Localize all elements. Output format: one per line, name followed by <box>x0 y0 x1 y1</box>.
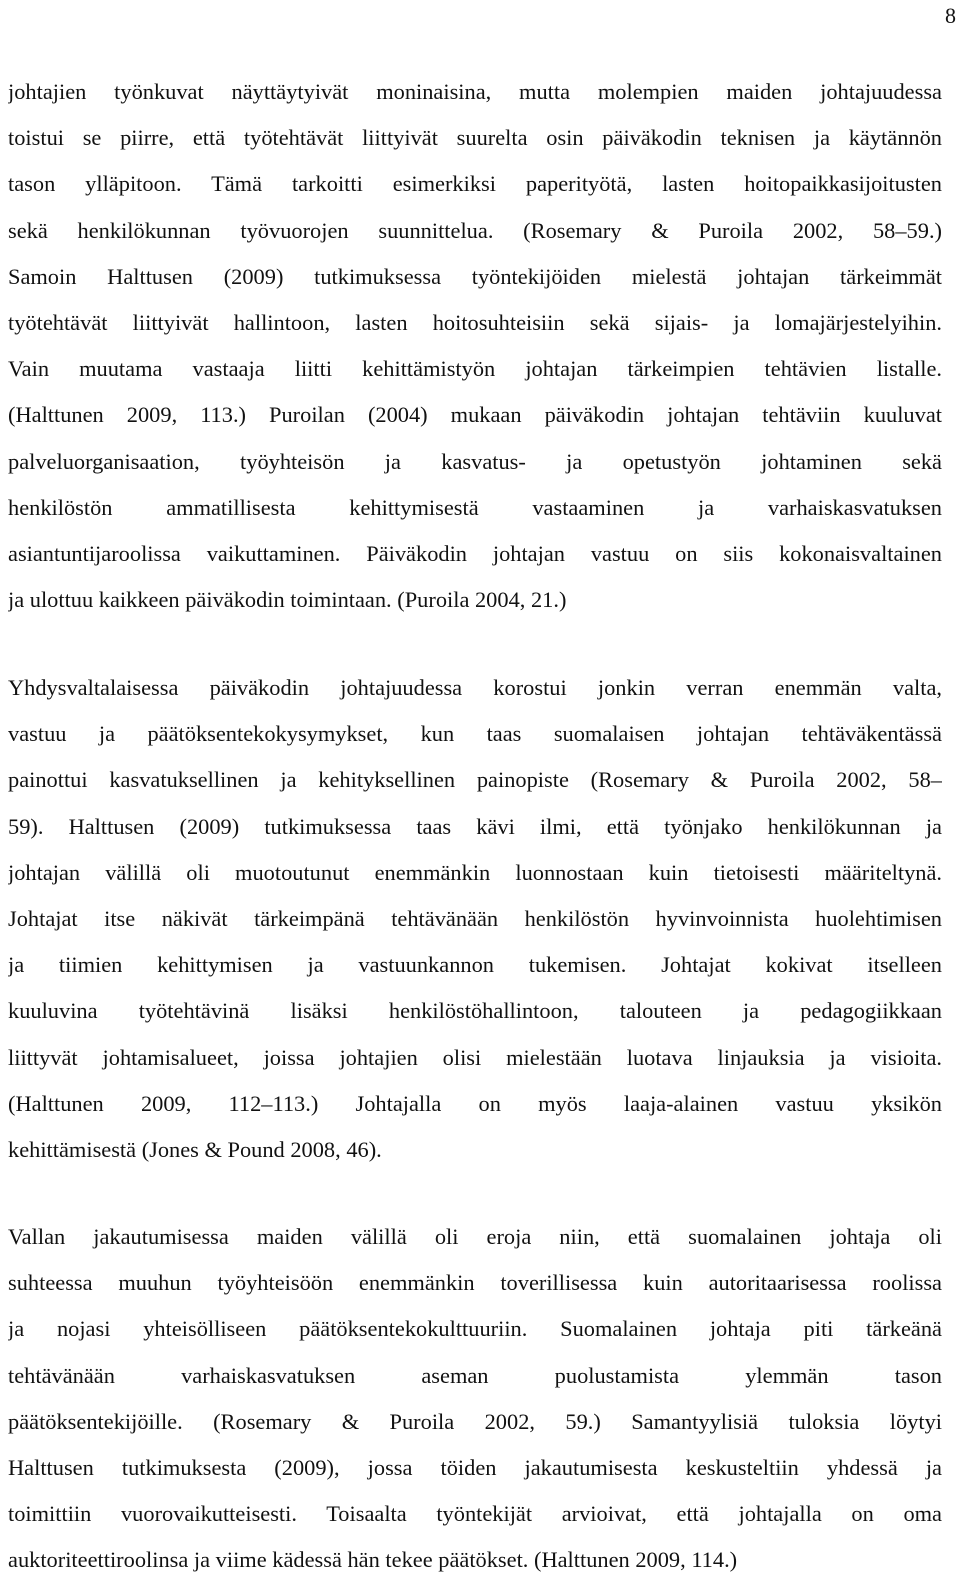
text-line: Yhdysvaltalaisessa päiväkodin johtajuudessa korostui jonkin verran enemmän valta, <box>8 675 942 700</box>
text-line: Vallan jakautumisessa maiden välillä oli eroja niin, että suomalainen johtaja oli <box>8 1224 942 1249</box>
text-line: 59). Halttusen (2009) tutkimuksessa taas kävi ilmi, että työnjako henkilökunnan ja <box>8 813 942 839</box>
text-line: ja ulottuu kaikkeen päiväkodin toimintaan. (Puroila 2004, 21.) <box>8 587 567 613</box>
text-line: toistui se piirre, että työtehtävät liittyivät suurelta osin päiväkodin teknisen ja käytännön <box>8 125 942 151</box>
text-line: Vain muutama vastaaja liitti kehittämistyön johtajan tärkeimpien tehtävien listalle. <box>8 356 942 382</box>
text-line: johtajien työnkuvat näyttäytyivät moninaisina, mutta molempien maiden johtajuudessa <box>8 79 942 104</box>
text-line: kuuluvina työtehtävinä lisäksi henkilöstöhallintoon, talouteen ja pedagogiikkaan <box>8 998 942 1024</box>
text-line: (Halttunen 2009, 113.) Puroilan (2004) mukaan päiväkodin johtajan tehtäviin kuuluvat <box>8 402 942 428</box>
text-line: ja nojasi yhteisölliseen päätöksentekokulttuuriin. Suomalainen johtaja piti tärkeänä <box>8 1316 942 1342</box>
paragraph-leadership-tasks <box>8 69 942 623</box>
text-line: johtajan välillä oli muotoutunut enemmänkin luonnostaan kuin tietoisesti määriteltynä. <box>8 859 942 885</box>
text-line: asiantuntijaroolissa vaikuttaminen. Päiväkodin johtajan vastuu on siis kokonaisvaltainen <box>8 540 942 566</box>
text-line: palveluorganisaation, työyhteisön ja kasvatus- ja opetustyön johtaminen sekä <box>8 448 942 474</box>
text-line: vastuu ja päätöksentekokysymykset, kun taas suomalaisen johtajan tehtäväkentässä <box>8 721 942 747</box>
text-line: auktoriteettiroolinsa ja viime kädessä hän tekee päätökset. (Halttunen 2009, 114.) <box>8 1547 738 1573</box>
text-line: henkilöstön ammatillisesta kehittymisestä vastaaminen ja varhaiskasvatuksen <box>8 494 942 520</box>
text-line: tason ylläpitoon. Tämä tarkoitti esimerkiksi paperityötä, lasten hoitopaikkasijoitusten <box>8 171 942 197</box>
text-line: tehtävänään varhaiskasvatuksen aseman puolustamista ylemmän tason <box>8 1362 942 1388</box>
page-number: 8 <box>945 3 956 28</box>
text-line: sekä henkilökunnan työvuorojen suunnittelua. (Rosemary & Puroila 2002, 58–59.) <box>8 217 942 243</box>
paragraph-power-distribution <box>8 1214 942 1584</box>
text-line: liittyvät johtamisalueet, joissa johtajien olisi mielestään luotava linjauksia ja visioita. <box>8 1044 942 1070</box>
text-line: ja tiimien kehittymisen ja vastuunkannon tukemisen. Johtajat kokivat itselleen <box>8 952 942 978</box>
text-line: suhteessa muuhun työyhteisöön enemmänkin toverillisessa kuin autoritaarisessa roolissa <box>8 1270 942 1296</box>
text-line: toimittiin vuorovaikutteisesti. Toisaalta työntekijät arvioivat, että johtajalla on oma <box>8 1501 942 1527</box>
text-line: päätöksentekijöille. (Rosemary & Puroila 2002, 59.) Samantyylisiä tuloksia löytyi <box>8 1408 942 1434</box>
text-line: Johtajat itse näkivät tärkeimpänä tehtävänään henkilöstön hyvinvoinnista huolehtimisen <box>8 905 942 931</box>
paragraph-us-finland-comparison <box>8 665 942 1173</box>
text-line: Samoin Halttusen (2009) tutkimuksessa työntekijöiden mielestä johtajan tärkeimmät <box>8 263 942 289</box>
text-line: (Halttunen 2009, 112–113.) Johtajalla on myös laaja-alainen vastuu yksikön <box>8 1090 942 1116</box>
text-line: Halttusen tutkimuksesta (2009), jossa töiden jakautumisesta keskusteltiin yhdessä ja <box>8 1454 942 1480</box>
text-line: kehittämisestä (Jones & Pound 2008, 46). <box>8 1136 382 1162</box>
text-line: työtehtävät liittyivät hallintoon, lasten hoitosuhteisiin sekä sijais- ja lomajärjestelyihin. <box>8 309 942 335</box>
text-line: painottui kasvatuksellinen ja kehityksellinen painopiste (Rosemary & Puroila 2002, 58– <box>8 767 942 793</box>
